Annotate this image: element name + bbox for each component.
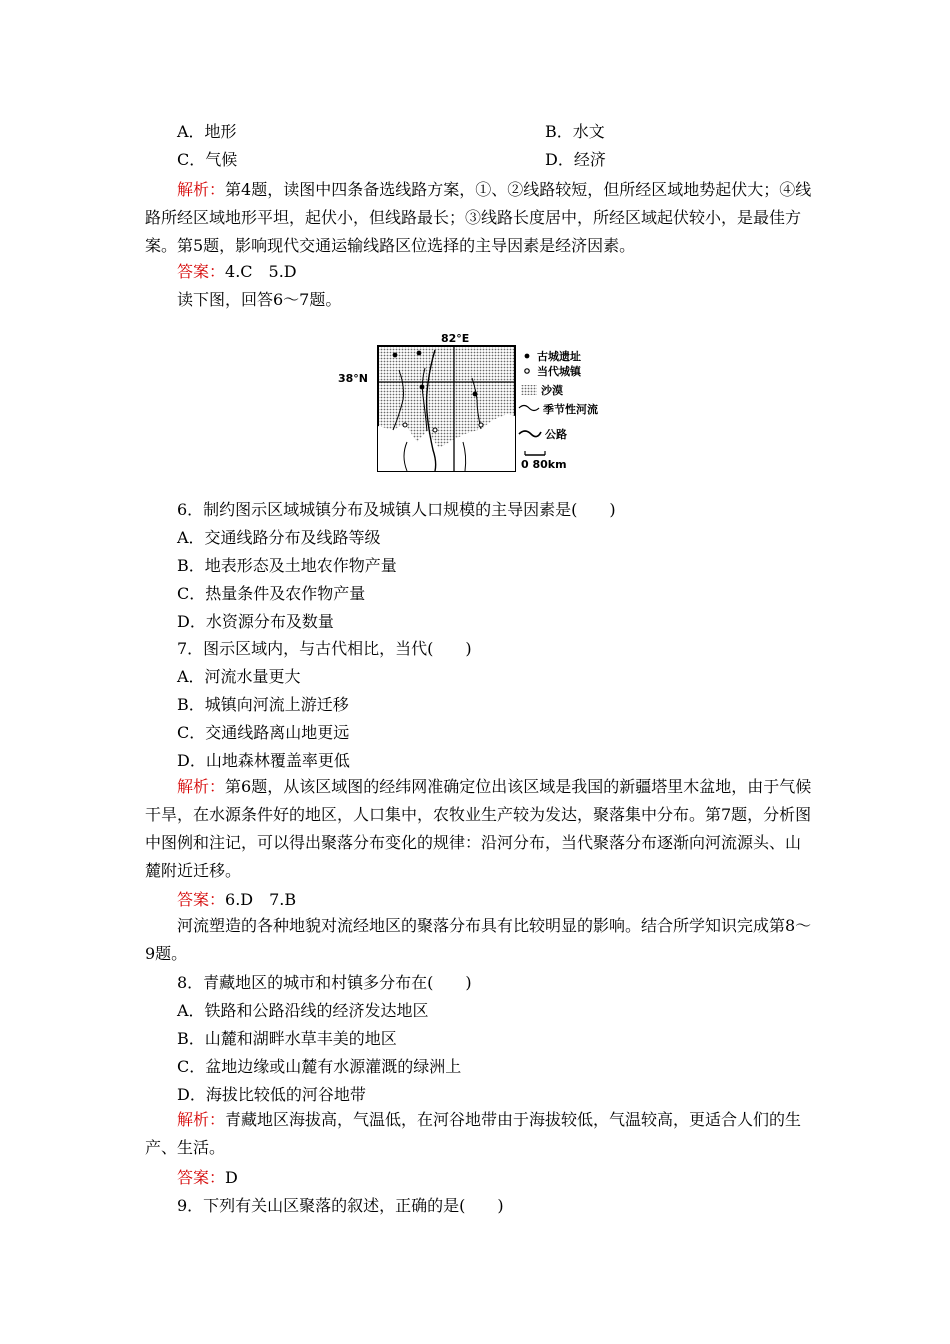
q5-option-b: B．水文 bbox=[545, 122, 605, 141]
analysis-text: 第4题，读图中四条备选线路方案，①、②线路较短，但所经区域地势起伏大；④线路所经区域地形平坦，起伏小，但线路最长；③线路长度居中，所经区域起伏较小，是最佳方案。第5题，影响现代交通运输线路区位选择的主导因素是经济因素。 bbox=[145, 180, 812, 255]
analysis-6-7 bbox=[145, 773, 813, 885]
q7-option-b: B．城镇向河流上游迁移 bbox=[177, 695, 349, 714]
analysis-text: 青藏地区海拔高，气温低，在河谷地带由于海拔较低，气温较高，更适合人们的生产、生活。 bbox=[145, 1110, 802, 1157]
q6-option-b: B．地表形态及土地农作物产量 bbox=[177, 556, 397, 575]
q7-stem: 7．图示区域内，与古代相比，当代( ) bbox=[177, 639, 472, 658]
answer-6-7 bbox=[177, 890, 296, 910]
q5-option-d: D．经济 bbox=[545, 150, 606, 169]
ancient-city-site bbox=[393, 353, 398, 358]
intro-8-9: 河流塑造的各种地貌对流经地区的聚落分布具有比较明显的影响。结合所学知识完成第8～9题。 bbox=[145, 916, 812, 963]
answer-label: 答案： bbox=[177, 262, 226, 281]
answer-8 bbox=[177, 1168, 238, 1188]
legend-road-icon bbox=[519, 431, 541, 437]
q6-option-a: A．交通线路分布及线路等级 bbox=[177, 528, 381, 547]
legend-modern-town: 当代城镇 bbox=[537, 365, 581, 378]
modern-town bbox=[403, 423, 407, 427]
analysis-label: 解析： bbox=[177, 180, 226, 199]
q7-option-d: D．山地森林覆盖率更低 bbox=[177, 751, 350, 770]
modern-town bbox=[433, 428, 437, 432]
q7-option-a: A．河流水量更大 bbox=[177, 667, 301, 686]
answer-label: 答案： bbox=[177, 1168, 226, 1187]
analysis-8 bbox=[145, 1106, 813, 1162]
q9-stem: 9．下列有关山区聚落的叙述，正确的是( ) bbox=[177, 1196, 504, 1215]
analysis-4-5 bbox=[145, 176, 813, 260]
q6-option-c: C．热量条件及农作物产量 bbox=[177, 584, 366, 603]
q8-option-b: B．山麓和湖畔水草丰美的地区 bbox=[177, 1029, 397, 1048]
q7-option-c: C．交通线路离山地更远 bbox=[177, 723, 350, 742]
q8-option-d: D．海拔比较低的河谷地带 bbox=[177, 1085, 366, 1104]
legend-river-icon bbox=[519, 406, 539, 411]
answer-text: 6.D 7.B bbox=[225, 890, 297, 909]
q5-option-c: C．气候 bbox=[177, 150, 238, 169]
legend-ancient-city: 古城遗址 bbox=[537, 350, 581, 363]
analysis-text: 第6题，从该区域图的经纬网准确定位出该区域是我国的新疆塔里木盆地，由于气候干旱，在水源条件好的地区，人口集中，农牧业生产较为发达，聚落集中分布。第7题，分析图中图例和注记，可以得出聚落分布变化的规律：沿河分布，当代聚落分布逐渐向河流源头、山麓附近迁移。 bbox=[145, 777, 812, 880]
analysis-label: 解析： bbox=[177, 1110, 226, 1129]
answer-label: 答案： bbox=[177, 890, 226, 909]
legend-desert-icon bbox=[521, 385, 537, 395]
legend-desert: 沙漠 bbox=[541, 384, 563, 397]
legend-modern-town-icon bbox=[525, 369, 529, 373]
legend-seasonal-river: 季节性河流 bbox=[543, 403, 598, 416]
q8-option-c: C．盆地边缘或山麓有水源灌溉的绿洲上 bbox=[177, 1057, 462, 1076]
q8-option-a: A．铁路和公路沿线的经济发达地区 bbox=[177, 1001, 429, 1020]
scale-label: 0 80km bbox=[521, 458, 567, 471]
answer-text: D bbox=[225, 1168, 238, 1187]
latitude-label: 38°N bbox=[338, 372, 369, 385]
answer-text: 4.C 5.D bbox=[225, 262, 297, 281]
tarim-basin-map bbox=[335, 330, 635, 480]
q5-option-a: A．地形 bbox=[177, 122, 237, 141]
map-legend bbox=[519, 349, 598, 471]
ancient-city-site bbox=[417, 351, 422, 356]
analysis-label: 解析： bbox=[177, 777, 226, 796]
ancient-city-site bbox=[420, 385, 425, 390]
longitude-label: 82°E bbox=[441, 332, 470, 345]
answer-4-5 bbox=[177, 262, 297, 282]
read-map-prompt: 读下图，回答6～7题。 bbox=[177, 290, 342, 309]
legend-ancient-city-icon bbox=[525, 354, 530, 359]
q6-stem: 6．制约图示区域城镇分布及城镇人口规模的主导因素是( ) bbox=[177, 500, 616, 519]
legend-highway: 公路 bbox=[545, 428, 567, 441]
modern-town bbox=[479, 423, 483, 427]
q8-stem: 8．青藏地区的城市和村镇多分布在( ) bbox=[177, 973, 472, 992]
q6-option-d: D．水资源分布及数量 bbox=[177, 612, 334, 631]
ancient-city-site bbox=[473, 392, 478, 397]
